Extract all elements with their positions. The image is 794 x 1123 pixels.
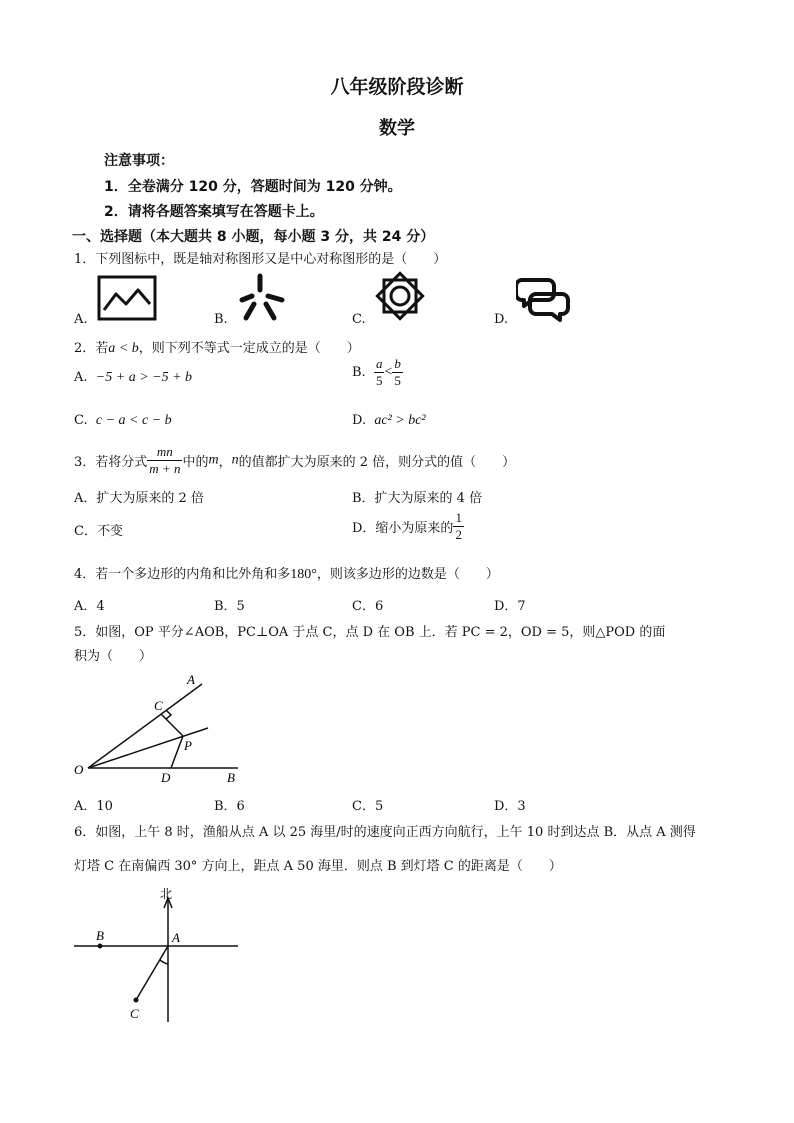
q2-b-less-than: < — [384, 364, 393, 380]
q1-option-a-label: A. — [74, 312, 88, 327]
q2-stem-post: ，则下列不等式一定成立的是（ ） — [138, 341, 360, 356]
label-o: O — [74, 762, 84, 777]
question-1-stem: 1．下列图标中，既是轴对称图形又是中心对称图形的是（ ） — [74, 252, 447, 267]
point-c-dot — [134, 998, 139, 1003]
landscape-frame-icon — [96, 274, 158, 322]
q3-option-d-pre: D．缩小为原来的 — [352, 521, 454, 536]
notes-item-2: 2．请将各题答案填写在答题卡上。 — [104, 204, 324, 220]
point-b-dot — [98, 944, 103, 949]
q3-d-den: 2 — [455, 527, 462, 542]
label-b: B — [227, 770, 235, 785]
q4-stem-pre: 4．若一个多边形的内角和比外角和多 — [74, 567, 291, 582]
q2-b-num-1: a — [375, 356, 383, 371]
subject-title: 数学 — [379, 118, 415, 139]
q4-option-c: C．6 — [352, 599, 384, 614]
q3-stem-mid: 中的 — [182, 455, 209, 470]
radiating-strokes-icon — [232, 272, 288, 324]
question-6-line-2: 灯塔 C 在南偏西 30° 方向上，距点 A 50 海里．则点 B 到灯塔 C 的距离是（ ） — [74, 859, 562, 874]
q3-option-d — [352, 510, 464, 543]
section-1-heading: 一、选择题（本大题共 8 小题，每小题 3 分，共 24 分） — [72, 229, 435, 245]
q5-option-c: C．5 — [352, 799, 384, 814]
question-5-line-2: 积为（ ） — [74, 649, 153, 664]
q5-option-b: B．6 — [214, 799, 245, 814]
q2-option-d-math: ac² > bc² — [374, 413, 426, 428]
q2-b-den-2: 5 — [394, 373, 401, 388]
label-d: D — [161, 770, 171, 785]
question-5-line-1: 5．如图，OP 平分∠AOB，PC⊥OA 于点 C，点 D 在 OB 上．若 PC = 2，OD = 5，则△POD 的面 — [74, 625, 666, 640]
q2-option-c — [74, 413, 172, 429]
label-a: A — [172, 930, 180, 945]
q4-option-a: A．4 — [74, 599, 105, 614]
q3-option-c: C．不变 — [74, 524, 123, 539]
q1-option-d-label: D. — [494, 312, 509, 327]
page-title: 八年级阶段诊断 — [330, 76, 464, 98]
q2-option-a-math: −5 + a > −5 + b — [95, 370, 193, 385]
right-angle-mark — [166, 710, 171, 719]
q5-angle-bisector-diagram — [70, 668, 250, 786]
q2-stem-math: a < b — [108, 341, 139, 356]
question-6-line-1: 6．如图，上午 8 时，渔船从点 A 以 25 海里/时的速度向正西方向航行，上午 10 时到达点 B．从点 A 测得 — [74, 825, 696, 840]
question-3-stem — [74, 444, 515, 477]
q3-comma: ， — [218, 455, 232, 470]
segment-ac — [136, 946, 168, 1000]
q2-b-fraction-1 — [374, 356, 385, 389]
question-4-stem — [74, 563, 499, 583]
q3-var-m: m — [208, 452, 219, 468]
q4-option-b: B．5 — [214, 599, 245, 614]
q2-b-num-2: b — [394, 356, 401, 371]
label-north: 北 — [160, 887, 173, 901]
notes-heading: 注意事项： — [104, 153, 174, 169]
q3-stem-pre: 3．若将分式 — [74, 455, 148, 470]
chat-bubbles-icon — [516, 272, 572, 324]
q2-option-d-label: D. — [352, 413, 367, 428]
q2-option-c-label: C. — [74, 413, 88, 428]
q4-option-d: D．7 — [494, 599, 526, 614]
q3-option-b: B．扩大为原来的 4 倍 — [352, 491, 483, 506]
q3-fraction — [147, 444, 182, 477]
q5-option-d: D．3 — [494, 799, 526, 814]
q3-frac-num: mn — [147, 444, 182, 461]
notes-item-1: 1．全卷满分 120 分，答题时间为 120 分钟。 — [104, 179, 402, 195]
q3-d-num: 1 — [455, 510, 462, 525]
q3-stem-post: 的值都扩大为原来的 2 倍，则分式的值（ ） — [238, 455, 516, 470]
q4-stem-math: 180° — [290, 567, 317, 582]
q3-option-a: A．扩大为原来的 2 倍 — [74, 491, 204, 506]
ray-oa — [88, 684, 202, 768]
q2-b-den-1: 5 — [375, 373, 383, 388]
q2-option-b — [352, 356, 403, 389]
segment-pc — [161, 714, 183, 736]
q6-bearing-diagram — [70, 882, 244, 1028]
q1-option-b-label: B. — [214, 312, 228, 327]
q2-b-fraction-2 — [392, 356, 403, 389]
eight-point-star-icon — [374, 270, 426, 322]
segment-pd — [171, 736, 183, 768]
question-2-stem — [74, 337, 360, 357]
q2-option-b-label: B. — [352, 365, 366, 380]
label-b: B — [96, 928, 104, 943]
q4-stem-post: ，则该多边形的边数是（ ） — [316, 567, 499, 582]
q3-frac-den: m + n — [149, 461, 181, 476]
label-a: A — [187, 672, 195, 687]
q2-option-a-label: A. — [74, 370, 88, 385]
q2-option-a — [74, 370, 192, 386]
label-p: P — [184, 738, 192, 753]
q5-option-a: A．10 — [74, 799, 113, 814]
q3-var-n: n — [231, 452, 239, 468]
q1-option-c-label: C. — [352, 312, 366, 327]
q3-d-fraction — [453, 510, 464, 543]
q2-option-d — [352, 413, 426, 429]
q2-option-c-math: c − a < c − b — [95, 413, 172, 428]
angle-arc — [160, 960, 168, 964]
label-c: C — [130, 1006, 139, 1021]
label-c: C — [154, 698, 163, 713]
q2-stem-pre: 2．若 — [74, 341, 109, 356]
